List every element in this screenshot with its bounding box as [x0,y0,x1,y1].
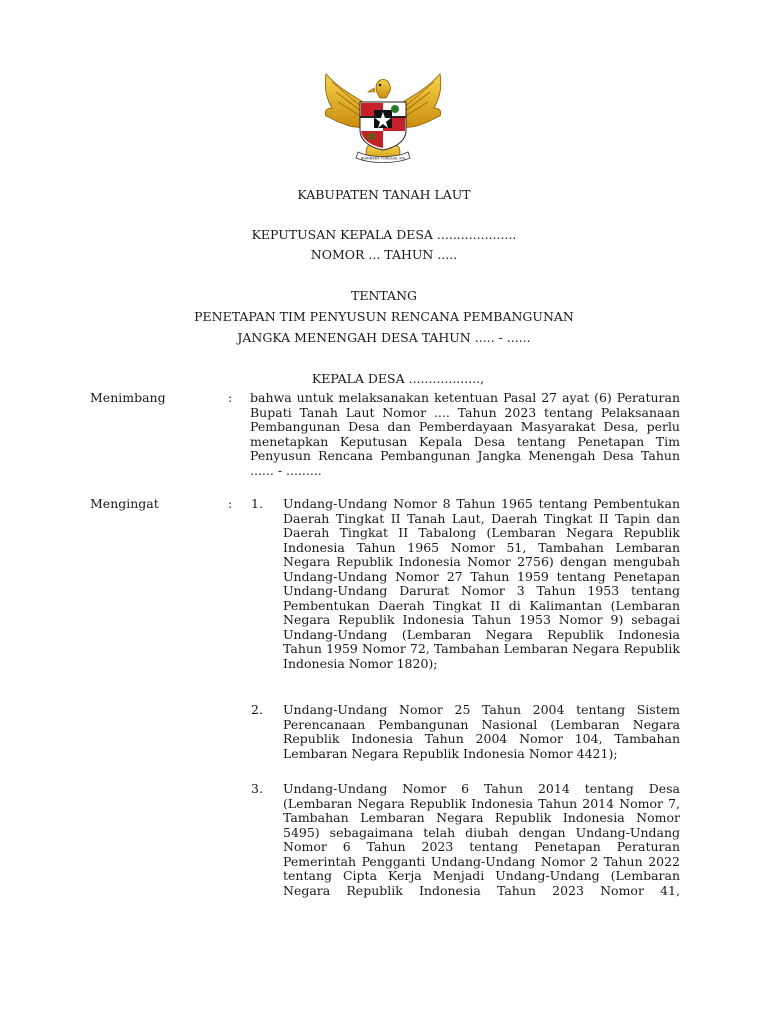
menimbang-colon: : [228,390,233,405]
mengingat-item-text: Undang-Undang Nomor 6 Tahun 2014 tentang Desa (Lembaran Negara Republik Indonesia Tahun 2014 Nomor 7, Tambahan Lembaran Negara Republik Indonesia Nomor 5495) sebagaimana telah diubah dengan Undang-Undang Nomor 6 Tahun 2023 tentang Penetapan Peraturan Pemerintah Pengganti Undang-Undang Nomor 2 Tahun 2022 tentang Cipta Kerja Menjadi Undang-Undang (Lembaran Negara Republik Indonesia Tahun 2023 Nomor 41, [283,781,680,898]
regency-name: KABUPATEN TANAH LAUT [297,187,471,202]
decree-number: NOMOR ... TAHUN ..... [310,247,458,262]
subject-line-1: PENETAPAN TIM PENYUSUN RENCANA PEMBANGUNAN [194,309,574,324]
mengingat-item-number: 3. [251,781,263,796]
emblem-motto: BHINNEKA TUNGGAL IKA [360,156,406,161]
menimbang-text: bahwa untuk melaksanakan ketentuan Pasal 27 ayat (6) Peraturan Bupati Tanah Laut Nomor .... Tahun 2023 tentang Pelaksanaan Pembangunan Desa dan Pemberdayaan Masyarakat Desa, perlu menetapkan Keputusan Kepala Desa tentang Penetapan Tim Penyusun Rencana Pembangunan Jangka Menengah Desa Tahun ...... - ......... [250,390,680,478]
mengingat-item-number: 2. [251,702,263,717]
menimbang-label: Menimbang [90,390,166,405]
mengingat-label: Mengingat [90,496,159,511]
about-heading: TENTANG [350,288,417,303]
issuer-line: KEPALA DESA .................., [311,371,485,386]
garuda-emblem-icon [318,68,448,168]
mengingat-item-number: 1. [251,496,263,511]
mengingat-item-text: Undang-Undang Nomor 8 Tahun 1965 tentang Pembentukan Daerah Tingkat II Tanah Laut, Daerah Tingkat II Tapin dan Daerah Tingkat II Tabalong (Lembaran Negara Republik Indonesia Tahun 1965 Nomor 51, Tambahan Lembaran Negara Republik Indonesia Nomor 2756) dengan mengubah Undang-Undang Nomor 27 Tahun 1959 tentang Penetapan Undang-Undang Darurat Nomor 3 Tahun 1953 tentang Pembentukan Daerah Tingkat II di Kalimantan (Lembaran Negara Republik Indonesia Tahun 1953 Nomor 9) sebagai Undang-Undang (Lembaran Negara Republik Indonesia Tahun 1959 Nomor 72, Tambahan Lembaran Negara Republik Indonesia Nomor 1820); [283,496,680,671]
subject-line-2: JANGKA MENENGAH DESA TAHUN ..... - ...... [237,330,531,345]
mengingat-colon: : [228,496,233,511]
decree-title: KEPUTUSAN KEPALA DESA .................... [251,227,517,242]
mengingat-item-text: Undang-Undang Nomor 25 Tahun 2004 tentang Sistem Perencanaan Pembangunan Nasional (Lembaran Negara Republik Indonesia Tahun 2004 Nomor 104, Tambahan Lembaran Negara Republik Indonesia Nomor 4421); [283,702,680,761]
